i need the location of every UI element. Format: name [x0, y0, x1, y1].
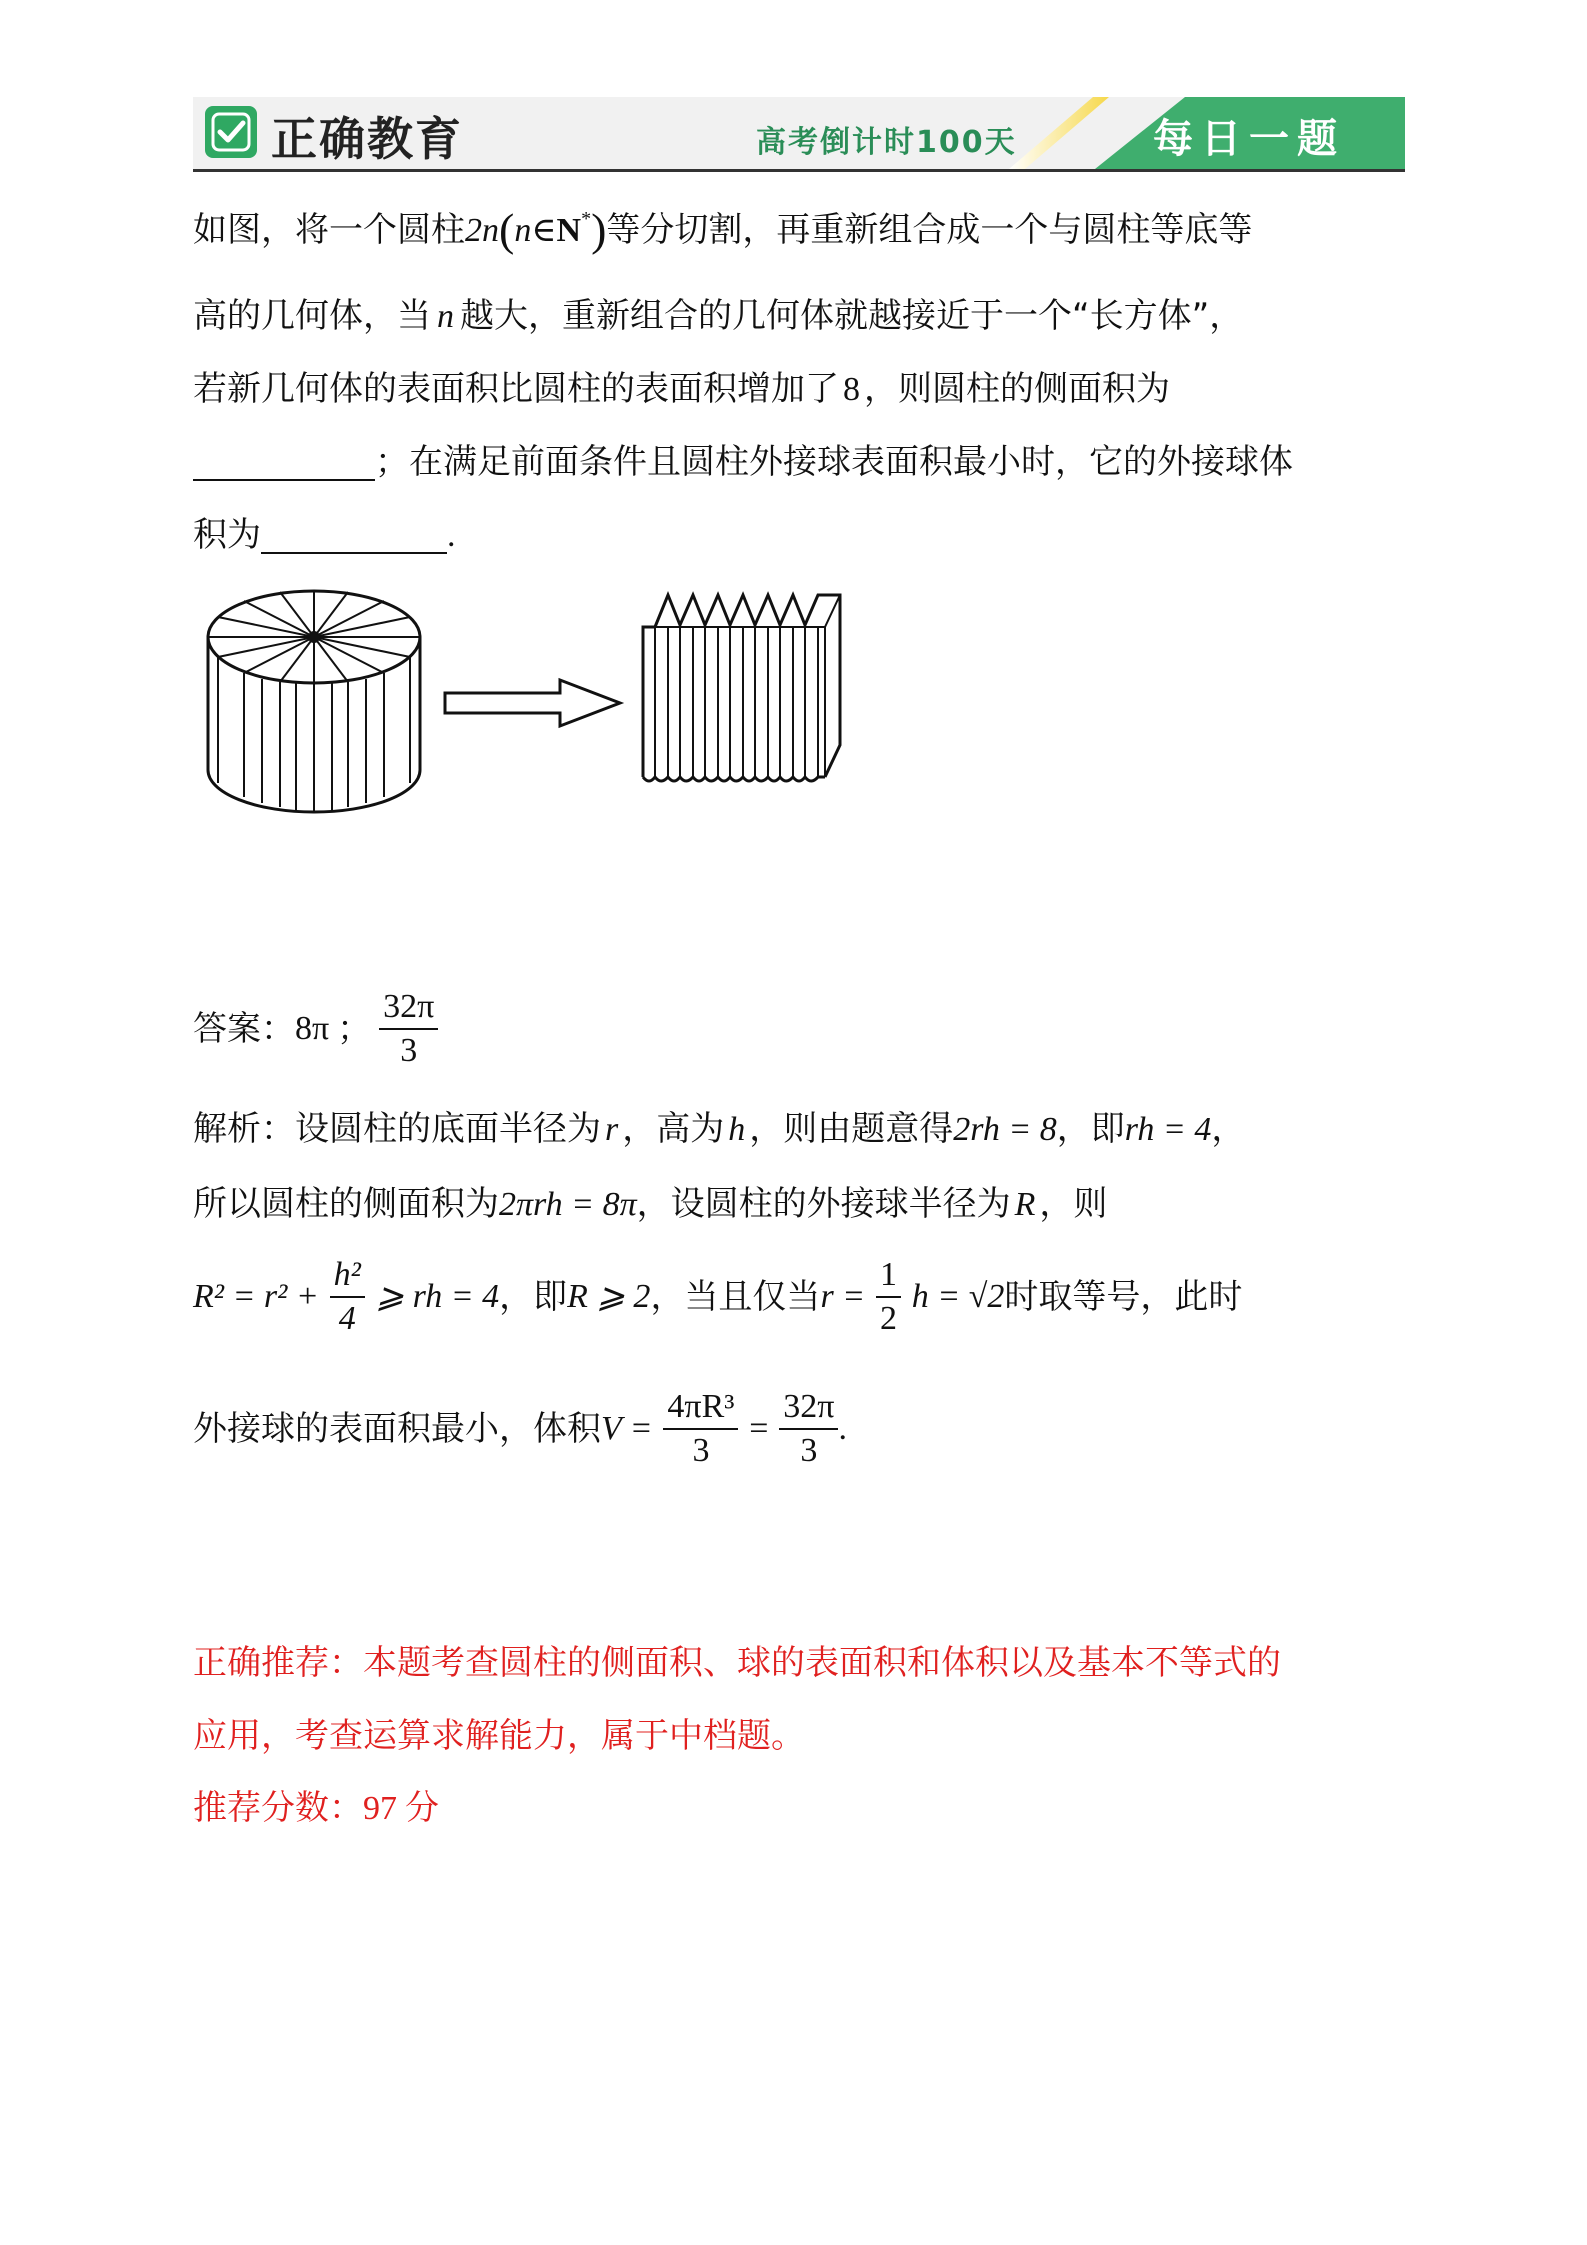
problem-line-5	[193, 515, 456, 555]
math-star: *	[581, 208, 592, 230]
solution-text: ，	[1211, 1109, 1246, 1149]
score-value: 97	[363, 1790, 397, 1827]
header-banner	[193, 97, 1405, 169]
problem-text: 若新几何体的表面积比圆柱的表面积增加了	[193, 369, 839, 409]
math-equation: r =	[820, 1278, 866, 1315]
section-title: 每日一题	[1153, 116, 1345, 162]
block-drawing	[643, 595, 840, 781]
math-r: r	[605, 1111, 619, 1148]
fraction-numerator: 1	[876, 1258, 901, 1298]
math-inequality: R ⩾ 2	[567, 1278, 651, 1315]
answer-separator: ；	[337, 1009, 372, 1049]
period: .	[838, 1410, 847, 1447]
fraction-numerator: 32π	[379, 990, 438, 1030]
answer-first: 8π	[295, 1010, 330, 1047]
problem-text: 越大，重新组合的几何体就越接近于一个“长方体”，	[460, 296, 1244, 336]
cylinder-figure	[200, 585, 920, 825]
volume-fraction	[663, 1390, 738, 1468]
equals-sign: =	[749, 1410, 769, 1447]
countdown-text: 高考倒计时100天	[756, 125, 1017, 160]
math-2n: 2n	[465, 212, 499, 249]
math-equation: ⩾ rh = 4	[375, 1278, 500, 1315]
answer-blank-1	[193, 445, 375, 481]
problem-text: ；在满足前面条件且圆柱外接球表面积最小时，它的外接球体	[375, 442, 1293, 482]
answer-label: 答案：	[193, 1009, 295, 1049]
fraction-denominator: 3	[800, 1432, 818, 1469]
solution-text: ，高为	[622, 1109, 725, 1149]
math-8: 8	[843, 371, 860, 408]
h-squared-fraction	[330, 1258, 365, 1336]
math-n: n	[437, 298, 454, 335]
solution-line-4	[193, 1390, 847, 1468]
solution-text: ，即	[1056, 1109, 1125, 1149]
fraction-denominator: 3	[400, 1032, 418, 1069]
fraction-denominator: 2	[879, 1300, 897, 1337]
math-V: V =	[601, 1410, 653, 1447]
result-fraction	[779, 1390, 838, 1468]
problem-text: 如图，将一个圆柱	[193, 210, 465, 250]
answer-line	[193, 990, 438, 1068]
problem-line-2	[193, 296, 1244, 336]
fraction-numerator: 32π	[779, 1390, 838, 1430]
fraction-numerator: 4πR³	[663, 1390, 738, 1430]
paren-open: (	[499, 204, 515, 255]
solution-text: ，则	[1039, 1184, 1108, 1224]
cylinder-drawing	[208, 591, 420, 812]
fraction-denominator: 3	[692, 1432, 710, 1469]
checkmark-logo-icon	[205, 106, 257, 158]
math-equation: R² = r² +	[193, 1278, 319, 1315]
math-equation: rh = 4	[1124, 1111, 1212, 1148]
math-n-in: n∈	[514, 212, 557, 249]
problem-line-3	[193, 369, 1170, 409]
math-h: h	[728, 1111, 746, 1148]
problem-text: 积为	[193, 515, 261, 555]
score-unit: 分	[405, 1788, 439, 1828]
period: .	[447, 517, 456, 554]
recommend-score-line	[193, 1788, 439, 1828]
solution-text: 解析：设圆柱的底面半径为	[193, 1109, 601, 1149]
problem-line-1	[193, 204, 1253, 255]
solution-line-3	[193, 1258, 1242, 1336]
solution-text: 外接球的表面积最小，体积	[193, 1409, 601, 1449]
math-equation: 2πrh = 8π	[499, 1186, 637, 1223]
recommend-line-2: 应用，考查运算求解能力，属于中档题。	[193, 1716, 805, 1756]
paren-close: )	[591, 204, 607, 255]
math-R: R	[1014, 1186, 1036, 1223]
brand-name: 正确教育	[271, 112, 463, 166]
answer-blank-2	[261, 518, 447, 554]
problem-text: 高的几何体，当	[193, 296, 431, 336]
math-set-N: N	[556, 212, 582, 249]
solution-line-2	[193, 1184, 1108, 1224]
math-equation: h = √2	[911, 1278, 1005, 1315]
fraction-numerator: h²	[330, 1258, 365, 1298]
problem-line-4	[193, 442, 1293, 482]
half-fraction	[876, 1258, 901, 1336]
arrow-right-icon	[445, 680, 620, 726]
solution-line-1	[193, 1109, 1246, 1149]
solution-text: ，则由题意得	[749, 1109, 954, 1149]
solution-text: 所以圆柱的侧面积为	[193, 1184, 499, 1224]
solution-text: 时取等号，此时	[1004, 1277, 1243, 1317]
problem-text: 等分切割，再重新组合成一个与圆柱等底等	[606, 210, 1253, 250]
math-equation: 2rh = 8	[953, 1111, 1057, 1148]
fraction-denominator: 4	[338, 1300, 356, 1337]
solution-text: ，设圆柱的外接球半径为	[636, 1184, 1011, 1224]
problem-text: ，则圆柱的侧面积为	[864, 369, 1170, 409]
header-divider	[193, 169, 1405, 172]
solution-text: ，当且仅当	[650, 1277, 821, 1317]
score-label: 推荐分数：	[193, 1788, 363, 1828]
recommend-line-1: 正确推荐：本题考查圆柱的侧面积、球的表面积和体积以及基本不等式的	[193, 1643, 1281, 1683]
solution-text: ，即	[499, 1277, 568, 1317]
answer-second-fraction	[379, 990, 438, 1068]
